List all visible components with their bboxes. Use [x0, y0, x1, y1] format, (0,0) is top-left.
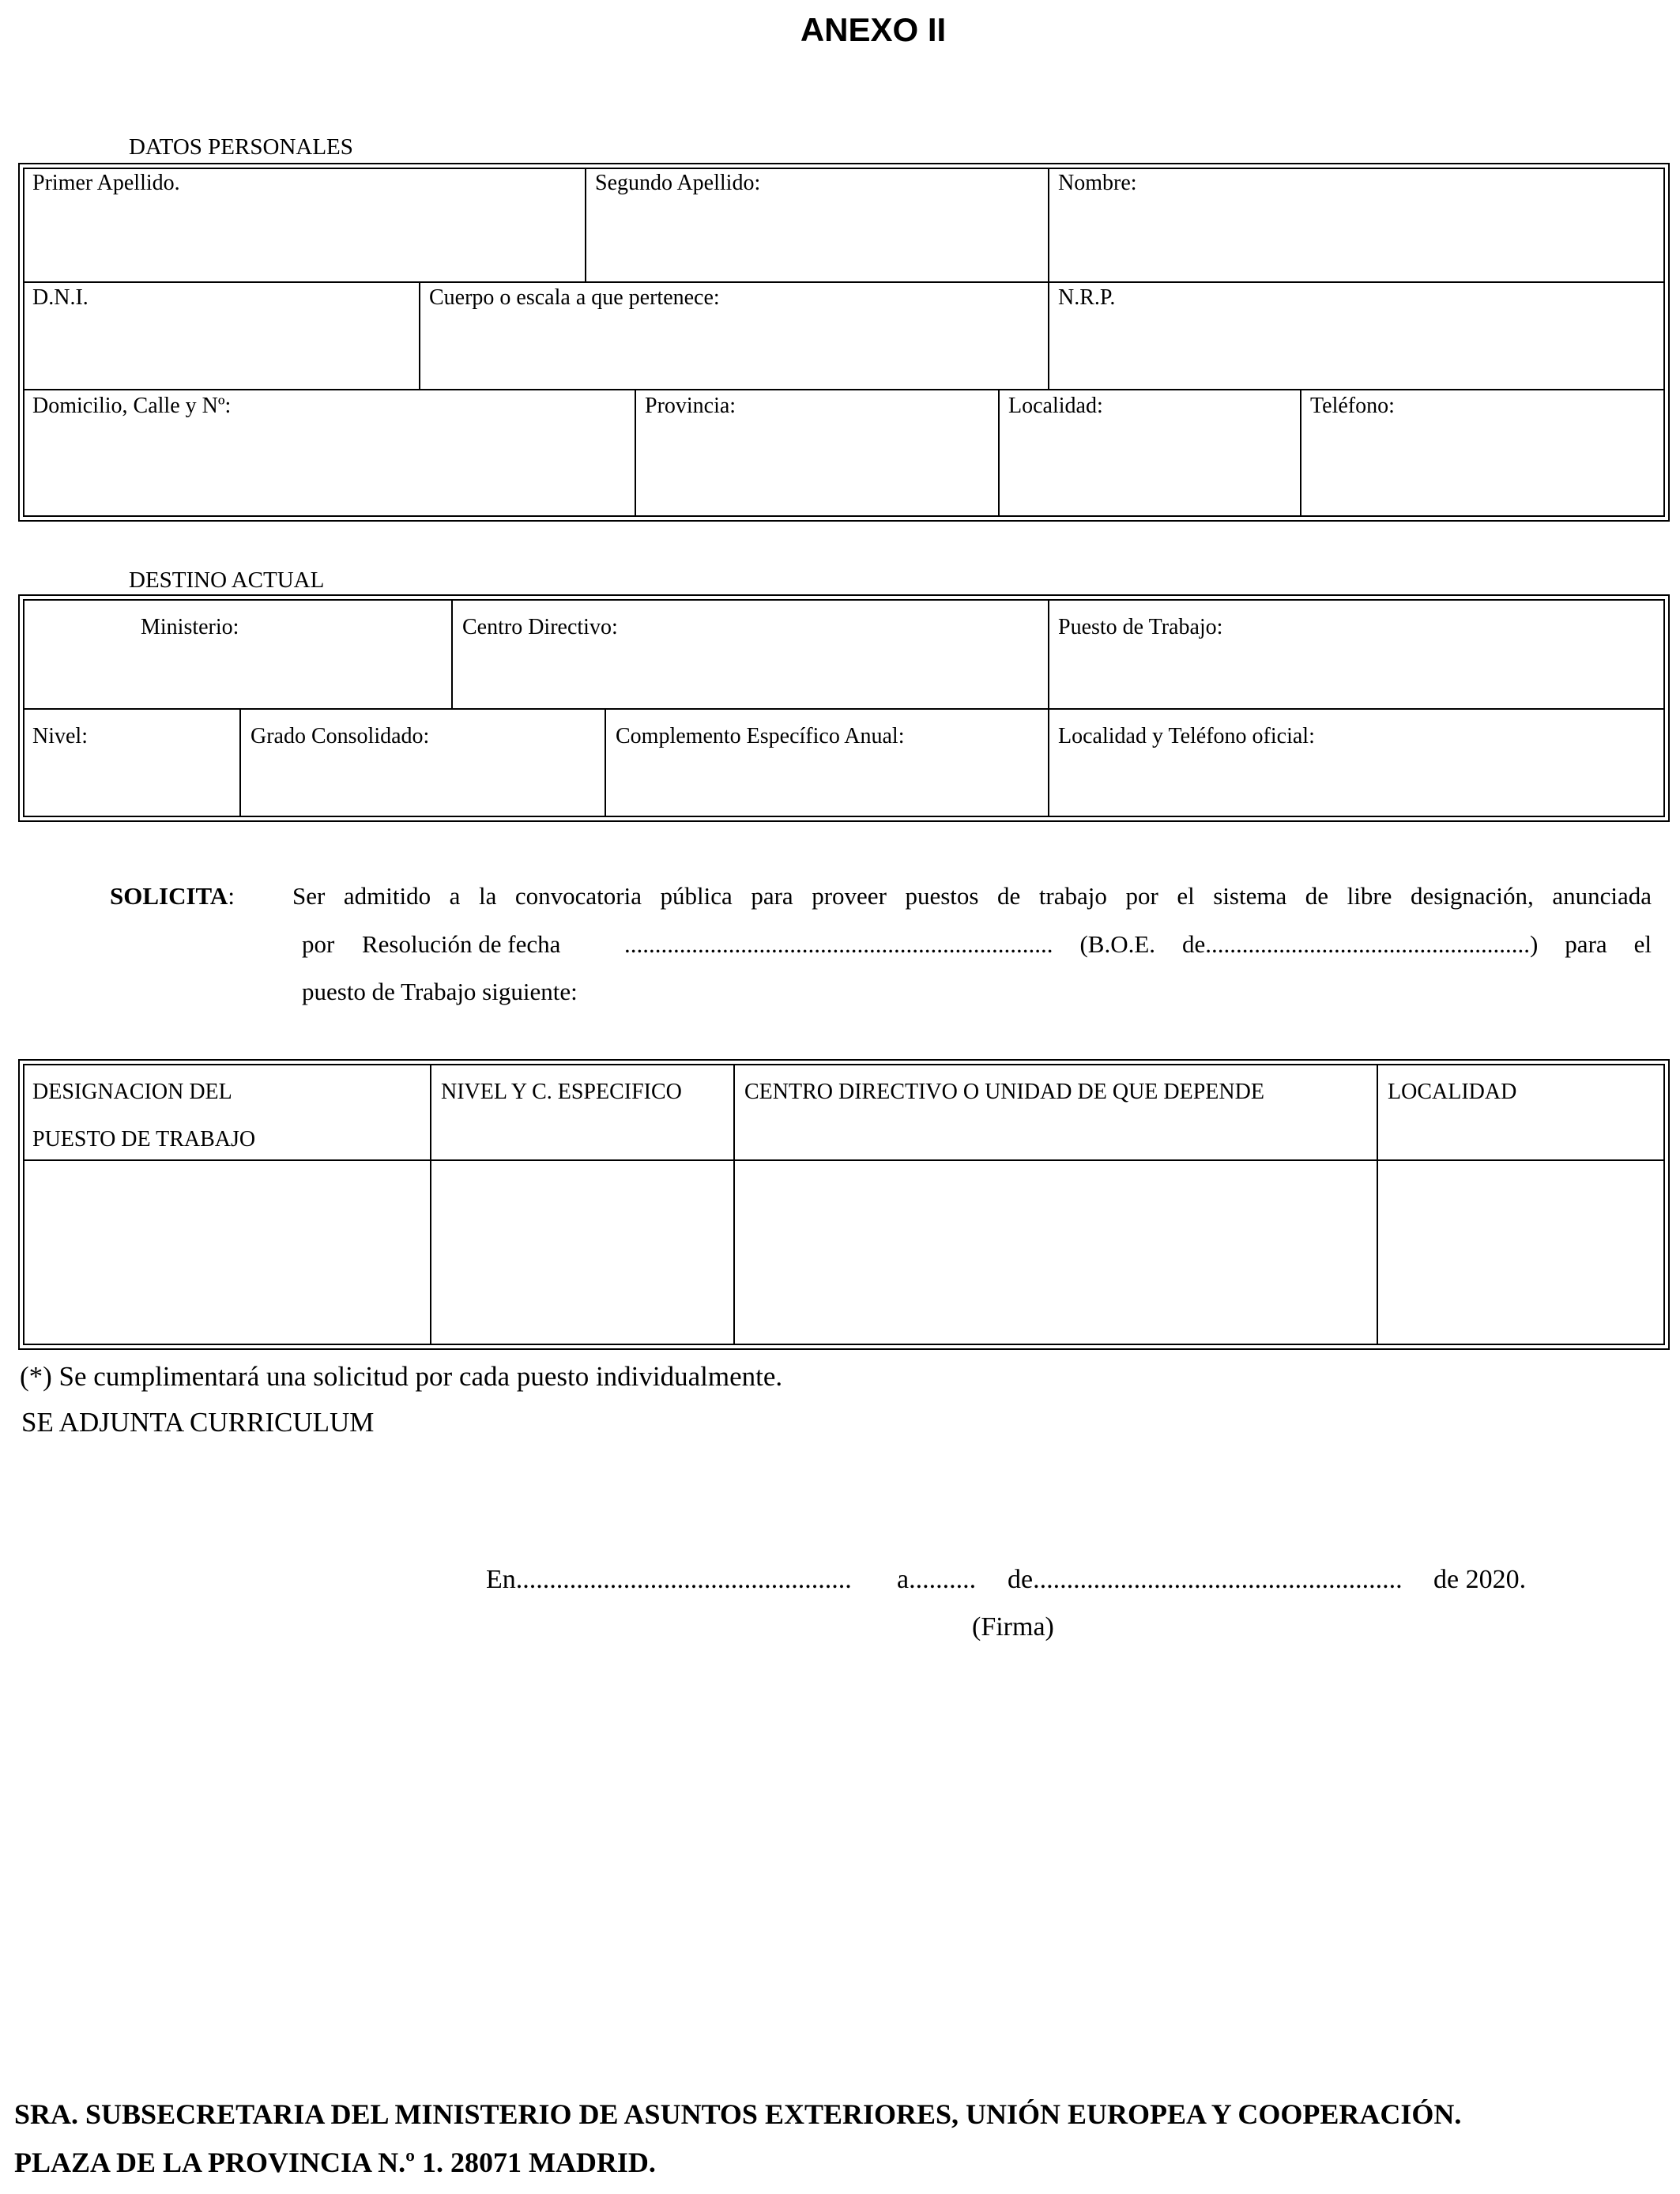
cell-centro-input[interactable]: [736, 1162, 1376, 1344]
signature-a[interactable]: a..........: [897, 1565, 977, 1594]
solicita-line-2-por: por: [302, 930, 335, 958]
solicita-label: SOLICITA:: [110, 882, 235, 910]
signature-de[interactable]: de.......................................................: [1008, 1565, 1403, 1594]
cell-nivel-input[interactable]: [432, 1162, 733, 1344]
field-centro-directivo[interactable]: Centro Directivo:: [462, 615, 618, 639]
field-telefono[interactable]: Teléfono:: [1310, 394, 1395, 418]
header-localidad: LOCALIDAD: [1388, 1080, 1517, 1104]
field-domicilio[interactable]: Domicilio, Calle y Nº:: [32, 394, 232, 418]
footer-addressee: SRA. SUBSECRETARIA DEL MINISTERIO DE ASUNTOS EXTERIORES, UNIÓN EUROPEA Y COOPERACIÓN.: [14, 2098, 1462, 2130]
field-nivel[interactable]: Nivel:: [32, 724, 88, 748]
header-designacion-1: DESIGNACION DEL: [32, 1080, 232, 1104]
destino-actual-table: [18, 594, 1670, 822]
field-provincia[interactable]: Provincia:: [645, 394, 736, 418]
section-datos-personales-heading: DATOS PERSONALES: [129, 134, 353, 160]
field-cuerpo-escala[interactable]: Cuerpo o escala a que pertenece:: [429, 285, 720, 310]
field-ministerio[interactable]: Ministerio:: [141, 615, 239, 639]
field-localidad-telefono-oficial[interactable]: Localidad y Teléfono oficial:: [1058, 724, 1315, 748]
signature-year: de 2020.: [1433, 1565, 1527, 1594]
section-destino-actual-heading: DESTINO ACTUAL: [129, 567, 325, 593]
adjunta-curriculum: SE ADJUNTA CURRICULUM: [21, 1407, 375, 1438]
field-nombre[interactable]: Nombre:: [1058, 171, 1137, 195]
field-complemento-especifico[interactable]: Complemento Específico Anual:: [616, 724, 905, 748]
cell-localidad-input[interactable]: [1379, 1162, 1663, 1344]
solicita-line-3: puesto de Trabajo siguiente:: [302, 978, 578, 1005]
solicita-line-2-resolucion: Resolución de fecha: [362, 930, 561, 958]
header-designacion-2: PUESTO DE TRABAJO: [32, 1127, 256, 1152]
cell-designacion-input[interactable]: [24, 1162, 429, 1344]
footer-address: PLAZA DE LA PROVINCIA N.º 1. 28071 MADRID.: [14, 2147, 656, 2178]
note-text: (*) Se cumplimentará una solicitud por cada puesto individualmente.: [20, 1361, 783, 1392]
field-puesto-trabajo[interactable]: Puesto de Trabajo:: [1058, 615, 1223, 639]
puesto-table: [18, 1059, 1670, 1350]
signature-en[interactable]: En..................................................: [486, 1565, 852, 1594]
document-title: ANEXO II: [800, 11, 947, 48]
datos-personales-table: [18, 163, 1670, 522]
solicita-line-2-dots[interactable]: ...................................................................... (B.O.E. de.....................................................) para el: [624, 930, 1652, 958]
header-centro-directivo: CENTRO DIRECTIVO O UNIDAD DE QUE DEPENDE: [744, 1080, 1264, 1104]
field-primer-apellido[interactable]: Primer Apellido.: [32, 171, 180, 195]
solicita-line-1: Ser admitido a la convocatoria pública para proveer puestos de trabajo por el sistema de libre designación, anunciada: [292, 882, 1652, 910]
field-nrp[interactable]: N.R.P.: [1058, 285, 1116, 310]
field-localidad[interactable]: Localidad:: [1008, 394, 1103, 418]
field-segundo-apellido[interactable]: Segundo Apellido:: [595, 171, 761, 195]
field-dni[interactable]: D.N.I.: [32, 285, 89, 310]
field-grado-consolidado[interactable]: Grado Consolidado:: [250, 724, 430, 748]
header-nivel-especifico: NIVEL Y C. ESPECIFICO: [441, 1080, 682, 1104]
signature-firma: (Firma): [972, 1612, 1054, 1642]
